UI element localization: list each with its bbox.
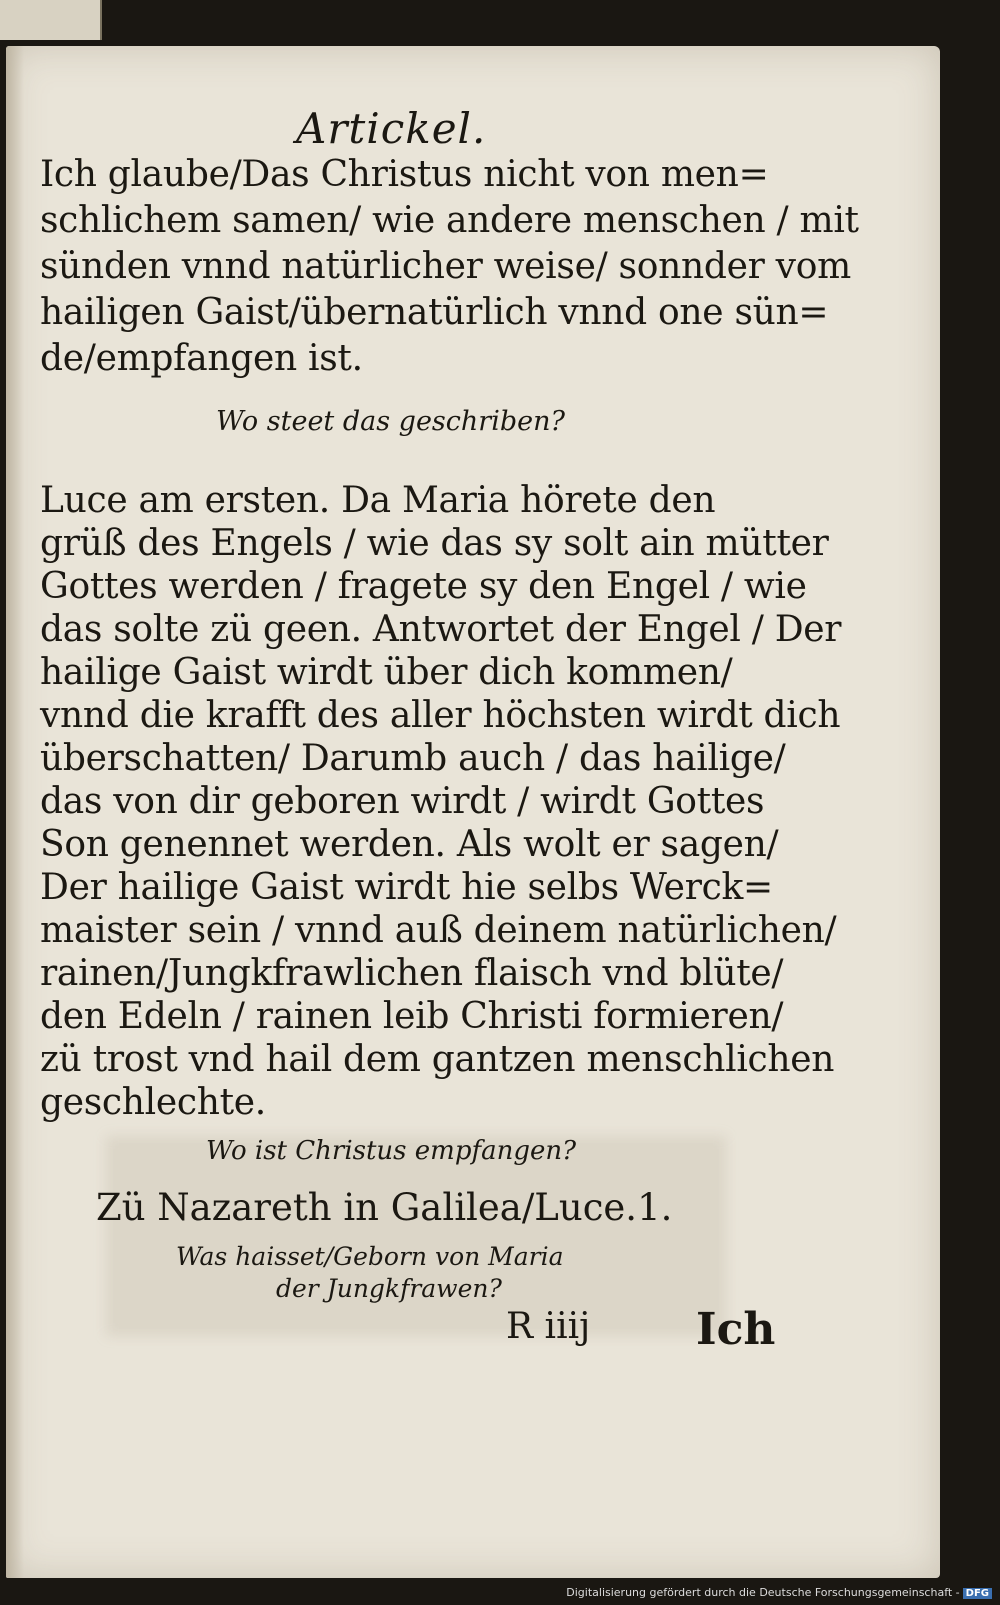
paragraph2-line: das von dir geboren wirdt / wirdt Gottes bbox=[40, 781, 765, 822]
paragraph2-line: den Edeln / rainen leib Christi formieren/ bbox=[40, 996, 784, 1037]
signature-mark: R iiij bbox=[506, 1306, 591, 1347]
paragraph2-line: Der hailige Gaist wirdt hie selbs Werck= bbox=[40, 867, 773, 908]
question-line: der Jungkfrawen? bbox=[276, 1274, 502, 1303]
question-line: Was haisset/Geborn von Maria bbox=[176, 1242, 564, 1271]
page-title: Artickel. bbox=[296, 104, 487, 153]
paragraph2-line: vnnd die krafft des aller höchsten wirdt dich bbox=[40, 695, 841, 736]
paragraph2-line: Son genennet werden. Als wolt er sagen/ bbox=[40, 824, 779, 865]
paragraph2-line: überschatten/ Darumb auch / das hailige/ bbox=[40, 738, 786, 779]
paragraph2-line: Luce am ersten. Da Maria hörete den bbox=[40, 480, 716, 521]
footer-text: Digitalisierung gefördert durch die Deutsche Forschungsgemeinschaft - bbox=[566, 1586, 960, 1599]
dfg-logo: DFG bbox=[963, 1588, 992, 1599]
paragraph2-line: das solte zü geen. Antwortet der Engel / Der bbox=[40, 609, 842, 650]
paragraph2-line: zü trost vnd hail dem gantzen menschlichen bbox=[40, 1039, 835, 1080]
paragraph2-line: rainen/Jungkfrawlichen flaisch vnd blüte/ bbox=[40, 953, 784, 994]
section-heading: Wo steet das geschriben? bbox=[216, 406, 565, 437]
paragraph1-line: schlichem samen/ wie andere menschen / mit bbox=[40, 200, 859, 241]
paragraph2-line: geschlechte. bbox=[40, 1082, 266, 1123]
paragraph2-line: grüß des Engels / wie das sy solt ain mütter bbox=[40, 523, 829, 564]
funding-footer bbox=[566, 1586, 992, 1599]
paragraph1-line: hailigen Gaist/übernatürlich vnnd one sün= bbox=[40, 292, 829, 333]
book-page bbox=[6, 46, 940, 1578]
top-left-tab bbox=[0, 0, 102, 40]
paragraph2-line: hailige Gaist wirdt über dich kommen/ bbox=[40, 652, 733, 693]
paragraph1-line: de/empfangen ist. bbox=[40, 338, 363, 379]
answer-line: Zü Nazareth in Galilea/Luce.1. bbox=[96, 1186, 673, 1229]
paragraph2-line: maister sein / vnnd auß deinem natürlichen/ bbox=[40, 910, 837, 951]
section-heading: Wo ist Christus empfangen? bbox=[206, 1136, 577, 1166]
paragraph1-line: sünden vnnd natürlicher weise/ sonnder vom bbox=[40, 246, 851, 287]
paper-stain bbox=[106, 1136, 726, 1336]
paragraph2-line: Gottes werden / fragete sy den Engel / wie bbox=[40, 566, 807, 607]
catchword: Ich bbox=[696, 1304, 776, 1355]
page-gutter-shadow bbox=[6, 46, 24, 1578]
paragraph1-line: Ich glaube/Das Christus nicht von men= bbox=[40, 154, 769, 195]
